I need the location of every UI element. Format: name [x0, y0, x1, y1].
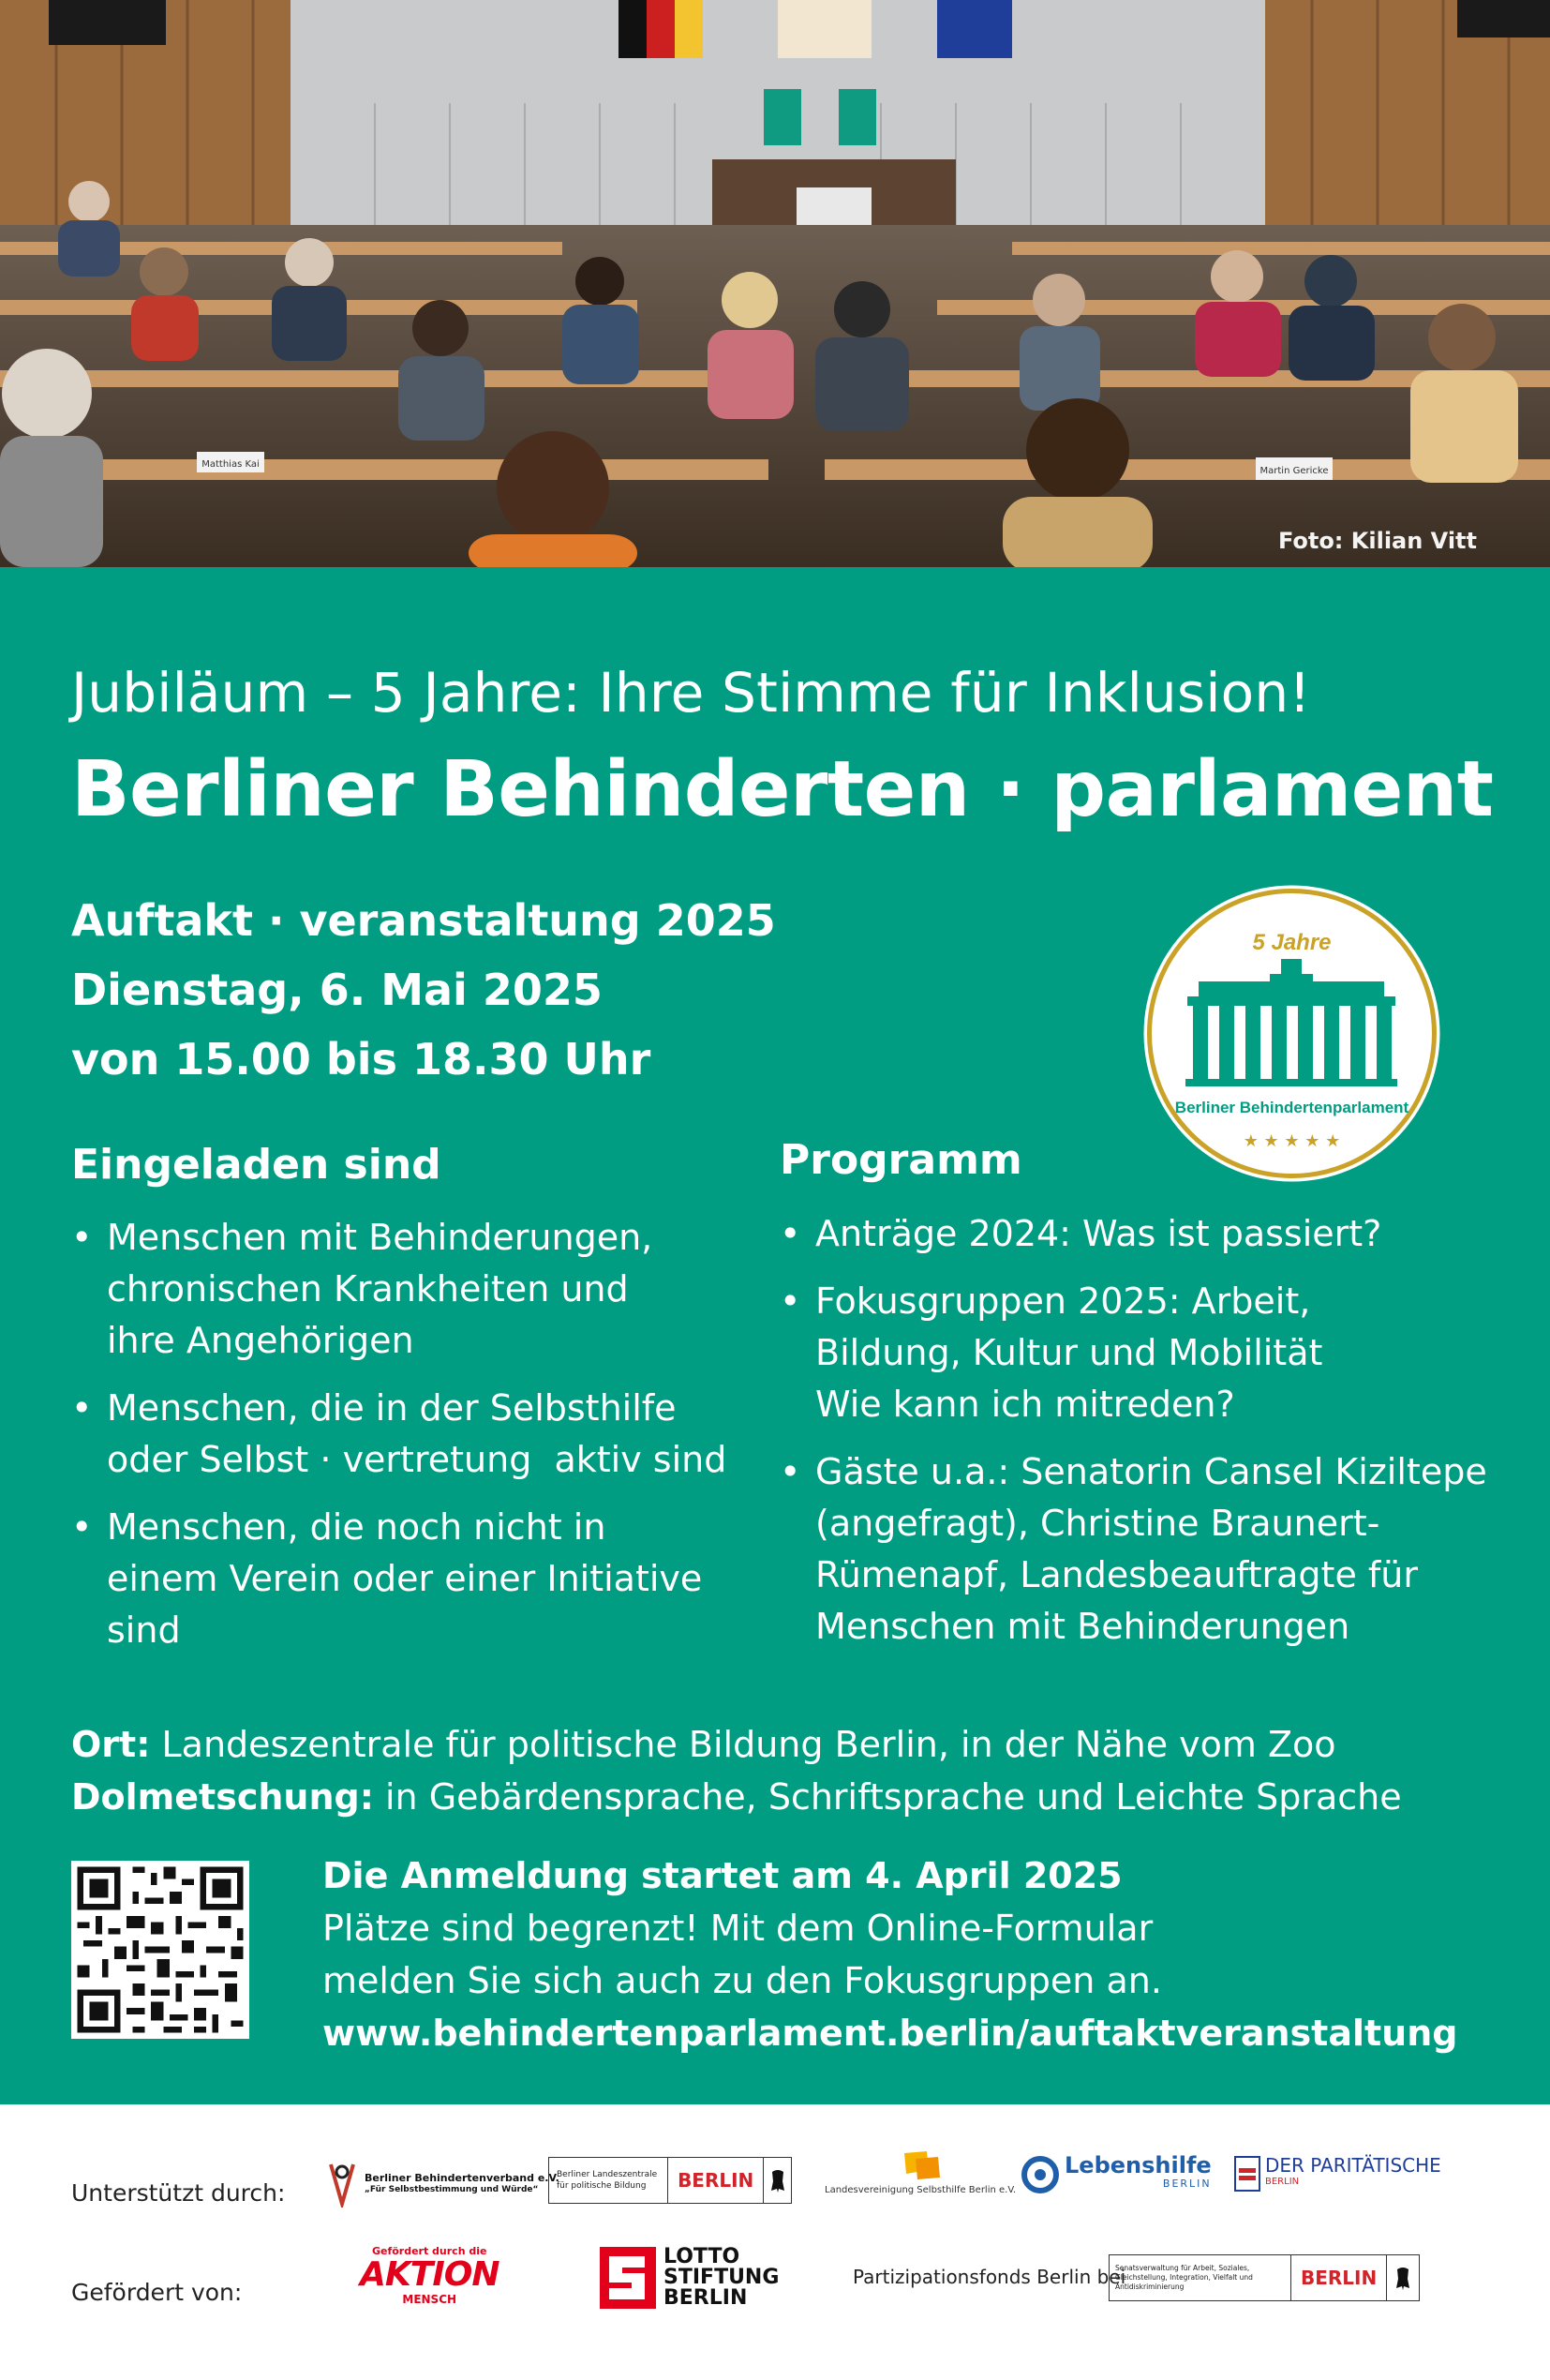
qr-code[interactable] [71, 1861, 249, 2039]
location-label: Ort: [71, 1724, 151, 1765]
bbv-icon [323, 2161, 361, 2208]
interpreting-text: in Gebärdensprache, Schriftsprache und Leichte Sprache [373, 1776, 1402, 1818]
invited-heading: Eingeladen sind [71, 1141, 441, 1189]
list-item: • Fokusgruppen 2025: Arbeit, Bildung, Kultur und Mobilität Wie kann ich mitreden? [780, 1276, 1492, 1430]
info-panel [0, 567, 1550, 2104]
lotto-icon [600, 2247, 656, 2309]
location-info [71, 1718, 1402, 1823]
program-heading: Programm [780, 1136, 1022, 1184]
header-photo [0, 0, 1550, 567]
anniversary-badge [1140, 882, 1443, 1185]
page-title: Berliner Behinderten · parlament [71, 745, 1494, 834]
jubilee-subtitle: Jubiläum – 5 Jahre: Ihre Stimme für Inklusion! [71, 661, 1311, 725]
list-item: • Anträge 2024: Was ist passiert? [780, 1208, 1492, 1260]
event-details [71, 886, 776, 1094]
logo-landeszentrale: Berliner Landeszentrale für politische Bildung BERLIN [548, 2157, 792, 2204]
badge-stars: ★ ★ ★ ★ ★ [1243, 1131, 1341, 1151]
lebenshilfe-icon [1021, 2156, 1059, 2193]
logo-senatsverwaltung: Senatsverwaltung für Arbeit, Soziales, Gleichstellung, Integration, Vielfalt und Antidiskriminierung BERLIN [1109, 2254, 1420, 2301]
sponsor-footer [0, 2104, 1550, 2380]
list-item: • Menschen mit Behinderungen, chronischen Krankheiten und ihre Angehörigen [71, 1212, 727, 1367]
invited-list [71, 1212, 727, 1672]
logo-bbv: Berliner Behindertenverband e.V. „Für Selbstbestimmung und Würde“ [323, 2161, 559, 2208]
badge-bottom-text: Berliner Behindertenparlament [1174, 1099, 1409, 1116]
logo-lebenshilfe: Lebenshilfe BERLIN [1021, 2156, 1212, 2193]
logo-aktion-mensch: Gefördert durch die AKTION MENSCH [360, 2245, 499, 2306]
list-item: • Gäste u.a.: Senatorin Cansel Kiziltepe (angefragt), Christine Braunert- Rümenapf, Landesbeauftragte für Menschen mit Behinderungen [780, 1446, 1492, 1653]
berlin-bear-icon [763, 2158, 791, 2203]
selbsthilfe-icon [895, 2149, 946, 2183]
registration-note-2: melden Sie sich auch zu den Fokusgruppen an. [322, 1960, 1162, 2001]
logo-lotto-stiftung: LOTTO STIFTUNG BERLIN [600, 2247, 779, 2309]
parliament-hall-photo [0, 0, 1550, 567]
name-card-text: Matthias Kai [201, 459, 260, 470]
registration-start: Die Anmeldung startet am 4. April 2025 [322, 1855, 1123, 1896]
list-item: • Menschen, die in der Selbsthilfe oder Selbst · vertretung aktiv sind [71, 1383, 727, 1486]
badge-top-text: 5 Jahre [1252, 930, 1332, 955]
interpreting-label: Dolmetschung: [71, 1776, 374, 1818]
list-item: • Menschen, die noch nicht in einem Verein oder einer Initiative sind [71, 1502, 727, 1656]
location-text: Landeszentrale für politische Bildung Berlin, in der Nähe vom Zoo [150, 1724, 1336, 1765]
supported-label: Unterstützt durch: [71, 2179, 286, 2207]
registration-url-link[interactable]: www.behindertenparlament.berlin/auftaktveranstaltung [322, 2013, 1458, 2054]
logo-selbsthilfe: Landesvereinigung Selbsthilfe Berlin e.V. [825, 2149, 1016, 2195]
logo-paritaetische: DER PARITÄTISCHE BERLIN [1233, 2155, 1441, 2193]
program-list [780, 1208, 1492, 1669]
photo-credit: Foto: Kilian Vitt [1277, 528, 1477, 554]
partizipationsfonds-label: Partizipationsfonds Berlin bei [853, 2266, 1126, 2288]
funded-label: Gefördert von: [71, 2279, 243, 2306]
registration-info [322, 1849, 1457, 2059]
registration-note-1: Plätze sind begrenzt! Mit dem Online-Formular [322, 1908, 1154, 1949]
paritaet-icon [1233, 2155, 1261, 2193]
berlin-bear-icon [1386, 2255, 1419, 2300]
event-name: Auftakt · veranstaltung 2025 [71, 895, 776, 946]
event-date: Dienstag, 6. Mai 2025 [71, 965, 603, 1015]
event-time: von 15.00 bis 18.30 Uhr [71, 1034, 651, 1085]
name-card-text: Martin Gericke [1259, 466, 1329, 476]
